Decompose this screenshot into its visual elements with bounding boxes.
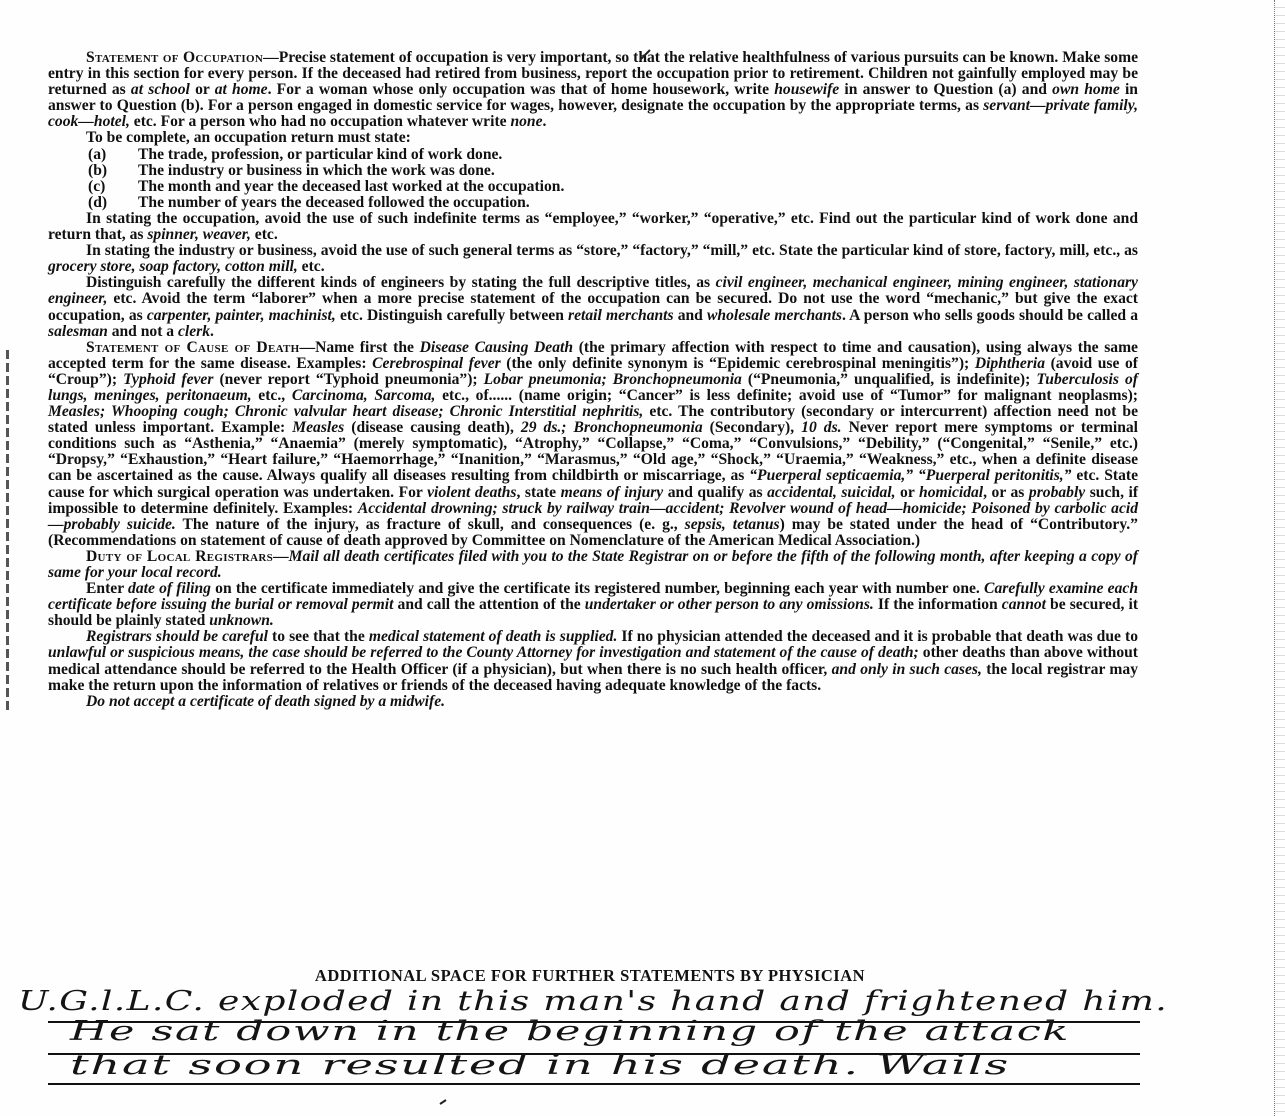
list-item: (a) The trade, profession, or particular kind of work done. [88,145,503,163]
list-item: (b) The industry or business in which the work was done. [88,161,495,179]
industry-paragraph: In stating the industry or business, avoid the use of such general terms as “store,” “factory,” “mill,” etc. State the particular kind of store, factory, mill, etc., as grocery store, soap factory, cotton mill, etc. [48,242,1138,276]
scan-edge-right [1274,0,1285,1116]
occupation-heading: Statement of Occupation [86,49,264,66]
handwritten-line: U.G.l.L.C. exploded in this man's hand and frightened him. [18,986,1168,1017]
duty-heading: Duty of Local Registrars [86,547,274,565]
list-item: (c) The month and year the deceased last worked at the occupation. [88,177,565,195]
additional-space-heading: ADDITIONAL SPACE FOR FURTHER STATEMENTS BY PHYSICIAN [314,966,866,985]
cause-of-death-paragraph: Statement of Cause of Death—Name first the Disease Causing Death (the primary affection with respect to time and causation), using always the same accepted term for the same disease. Examples: Cerebrospinal fever (the only definite synonym is “Epidemic cerebrospinal meningitis”); Diphtheria (avoid use of “Croup”); Typhoid fever (never report “Typhoid pneumonia”); Lobar pneumonia; Bronchopneumonia (“Pneumonia,” unqualified, is indefinite); Tuberculosis of lungs, meninges, peritonaeum, etc., Carcinoma, Sarcoma, etc., of...... (name origin; “Cancer” is less definite; avoid use of “Tumor” for malignant neoplasms); Measles; Whooping cough; Chronic valvular heart disease; Chronic Interstitial nephritis, etc. The contributory (secondary or intercurrent) affection need not be stated unless important. Example: Measles (disease causing death), 29 ds.; Bronchopneumonia (Secondary), 10 ds. Never report mere symptoms or terminal conditions such as “Asthenia,” “Anaemia” (merely symptomatic), “Atrophy,” “Collapse,” “Coma,” “Convulsions,” “Debility,” (“Congenital,” “Senile,” etc.) “Dropsy,” “Exhaustion,” “Heart failure,” “Haemorrhage,” “Inanition,” “Marasmus,” “Old age,” “Shock,” “Uraemia,” “Weakness,” etc., when a definite disease can be ascertained as the cause. Always qualify all diseases resulting from childbirth or miscarriage, as “Puerperal septicaemia,” “Puerperal peritonitis,” etc. State cause for which surgical operation was undertaken. For violent deaths, state means of injury and qualify as accidental, suicidal, or homicidal, or as probably such, if impossible to determine definitely. Examples: Accidental drowning; struck by railway train—accident; Revolver wound of head—homicide; Poisoned by carbolic acid—probably suicide. The nature of the injury, as fracture of skull, and consequences (e. g., sepsis, tetanus) may be stated under the head of “Contributory.” (Recommendations on statement of cause of death approved by Committee on Nomenclature of the American Medical Association.) [48,338,1139,549]
ruled-line [48,1083,1140,1085]
cause-heading: Statement of Cause of Death [86,338,300,356]
registrars-paragraph: Registrars should be careful to see that the medical statement of death is supplied. If no physician attended the deceased and it is probable that death was due to unlawful or suspicious means, the case should be referred to the County Attorney for investigation and statement of the cause of death; other deaths than above without medical attendance should be referred to the Health Officer (if a physician), but when there is no such health officer, and only in such cases, the local registrar may make the return upon the information of relatives or friends of the deceased having adequate knowledge of the facts. [48,628,1139,694]
duty-paragraph: Duty of Local Registrars—Mail all death certificates filed with you to the State Registrar on or before the fifth of the following month, after keeping a copy of same for your local record. [48,547,1138,581]
instructions-text [48,50,1138,710]
ruled-line [48,1021,1140,1023]
list-item: (d) The number of years the deceased followed the occupation. [88,193,530,211]
engineers-paragraph: Distinguish carefully the different kinds of engineers by stating the full descriptive titles, as civil engineer, mechanical engineer, mining engineer, stationary engineer, etc. Avoid the term “laborer” when a more precise statement of the occupation can be secured. Do not use the word “mechanic,” but give the exact occupation, as carpenter, painter, machinist, etc. Distinguish carefully between retail merchants and wholesale merchants. A person who sells goods should be called a salesman and not a clerk. [48,274,1138,340]
handwritten-line: that soon resulted in his death. Wails [70,1050,1010,1081]
occupation-paragraph: Statement of Occupation—Precise statement of occupation is very important, so that the relative healthfulness of various pursuits can be known. Make some entry in this section for every person. If the deceased had retired from business, report the occupation prior to retirement. Children not gainfully employed may be returned as at school or at home. For a woman whose only occupation was that of home housework, write housewife in answer to Question (a) and own home in answer to Question (b). For a person engaged in domestic service for wages, however, designate the occupation by the appropriate terms, as servant—private family, cook—hotel, etc. For a person who had no occupation whatever write none. [48,49,1138,131]
midwife-note: Do not accept a certificate of death signed by a midwife. [86,692,446,710]
scan-edge-left [2,350,12,770]
occupation-requirements-list [88,147,1138,211]
complete-intro: To be complete, an occupation return must state: [86,129,411,147]
ruled-line [48,1053,1140,1055]
handwritten-line: He sat down in the beginning of the attack [68,1016,1070,1047]
avoid-terms-paragraph: In stating the occupation, avoid the use of such indefinite terms as “employee,” “worker,” “operative,” etc. Find out the particular kind of work done and return that, as spinner, weaver, etc. [48,209,1138,244]
filing-paragraph: Enter date of filing on the certificate immediately and give the certificate its registered number, beginning each year with number one. Carefully examine each certificate before issuing the burial or removal permit and call the attention of the undertaker or other person to any omissions. If the information cannot be secured, it should be plainly stated unknown. [48,580,1139,630]
